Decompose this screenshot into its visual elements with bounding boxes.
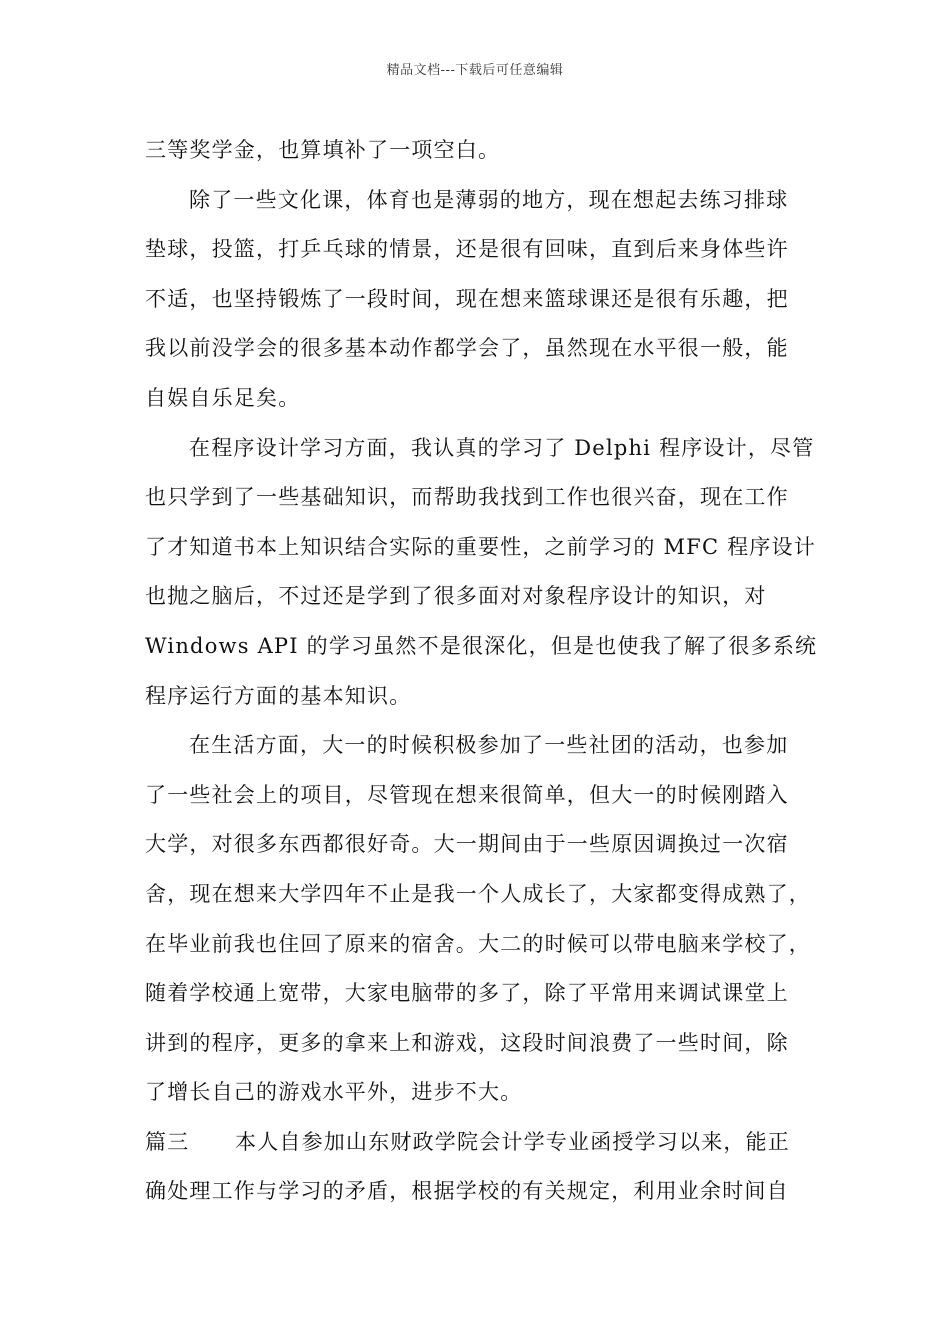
text-line: 了增长自己的游戏水平外，进步不大。 [145, 1080, 523, 1105]
text-line: 三等奖学金，也算填补了一项空白。 [145, 138, 501, 162]
text-line: 自娱自乐足矣。 [145, 385, 301, 410]
text-line: 大学，对很多东西都很好奇。大一期间由于一些原因调换过一次宿 [145, 832, 789, 857]
text-line: 随着学校通上宽带，大家电脑带的多了，除了平常用来调试课堂上 [145, 981, 789, 1006]
text-line: Windows API 的学习虽然不是很深化，但是也使我了解了很多系统 [145, 633, 818, 658]
text-line: 我以前没学会的很多基本动作都学会了，虽然现在水平很一般，能 [145, 336, 789, 361]
text-line: 除了一些文化课，体育也是薄弱的地方，现在想起去练习排球 [189, 187, 789, 212]
text-line: 了才知道书本上知识结合实际的重要性，之前学习的 MFC 程序设计 [145, 534, 816, 559]
text-line: 也抛之脑后，不过还是学到了很多面对对象程序设计的知识，对 [145, 584, 767, 609]
text-line: 了一些社会上的项目，尽管现在想来很简单，但大一的时候刚踏入 [145, 782, 789, 807]
text-line: 不适，也坚持锻炼了一段时间，现在想来篮球课还是很有乐趣，把 [145, 286, 789, 311]
section-first-line [145, 1118, 825, 1168]
text-line: 在生活方面，大一的时候积极参加了一些社团的活动，也参加 [189, 733, 789, 758]
text-line: 在毕业前我也住回了原来的宿舍。大二的时候可以带电脑来学校了， [145, 931, 811, 956]
page-header: 精品文档---下载后可任意编辑 [386, 63, 564, 78]
section-second-line: 确处理工作与学习的矛盾，根据学校的有关规定，利用业余时间自 [145, 1179, 789, 1204]
text-line: 在程序设计学习方面，我认真的学习了 Delphi 程序设计，尽管 [189, 435, 815, 460]
text-line: 也只学到了一些基础知识，而帮助我找到工作也很兴奋，现在工作 [145, 485, 789, 510]
document-body [145, 126, 825, 1217]
section-label: 篇三 [145, 1129, 190, 1154]
text-line: 程序运行方面的基本知识。 [145, 683, 412, 708]
text-line: 舍，现在想来大学四年不止是我一个人成长了，大家都变得成熟了， [145, 881, 811, 906]
text-line: 垫球，投篮，打乒乓球的情景，还是很有回味，直到后来身体些许 [145, 237, 789, 262]
section-first-text: 本人自参加山东财政学院会计学专业函授学习以来，能正 [235, 1129, 790, 1154]
text-line: 讲到的程序，更多的拿来上和游戏，这段时间浪费了一些时间，除 [145, 1030, 789, 1055]
